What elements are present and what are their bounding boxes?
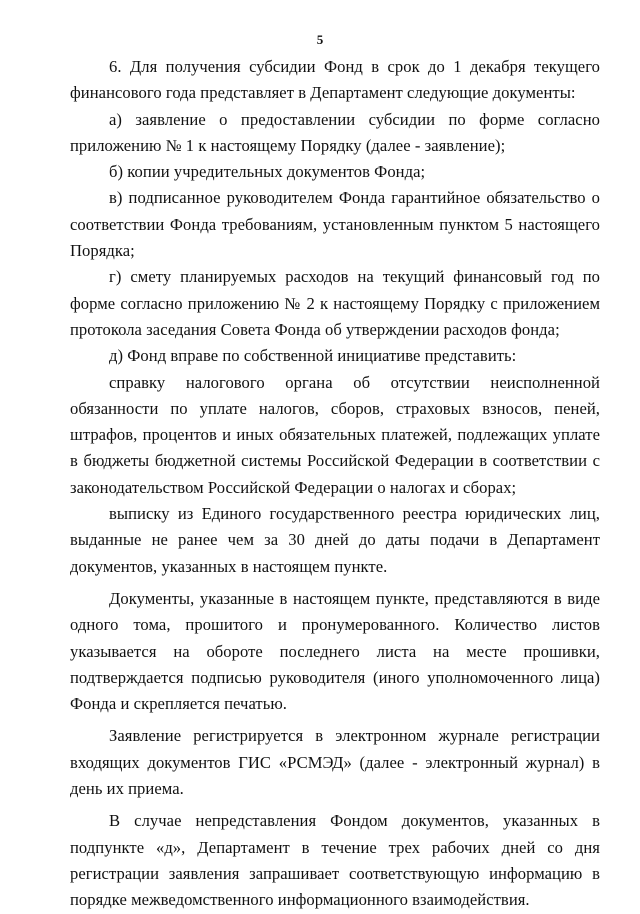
document-body	[70, 54, 600, 914]
paragraph-item-v: в) подписанное руководителем Фонда гарантийное обязательство о соответствии Фонда требованиям, установленным пунктом 5 настоящего Порядка;	[70, 188, 600, 261]
paragraph-registration: Заявление регистрируется в электронном журнале регистрации входящих документов ГИС «РСМЭД» (далее - электронный журнал) в день их приема.	[70, 726, 600, 799]
paragraph-interagency-request: В случае непредставления Фондом документов, указанных в подпункте «д», Департамент в течение трех рабочих дней со дня регистрации заявления запрашивает соответствующую информацию в порядке межведомственного информационного взаимодействия.	[70, 811, 600, 910]
paragraph-6-intro: 6. Для получения субсидии Фонд в срок до 1 декабря текущего финансового года представляет в Департамент следующие документы:	[70, 57, 600, 103]
paragraph-registry-extract: выписку из Единого государственного реестра юридических лиц, выданные не ранее чем за 30 дней до даты подачи в Департамент документов, указанных в настоящем пункте.	[70, 504, 600, 576]
paragraph-item-a: а) заявление о предоставлении субсидии по форме согласно приложению № 1 к настоящему Порядку (далее - заявление);	[70, 109, 600, 155]
paragraph-item-d: д) Фонд вправе по собственной инициативе представить:	[109, 346, 517, 366]
paragraph-tax-certificate: справку налогового органа об отсутствии неисполненной обязанности по уплате налогов, сборов, страховых взносов, пеней, штрафов, процентов и иных обязательных платежей, подлежащих уплате в бюджеты бюджетной системы Российской Федерации в соответствии с законодательством Российской Федерации о налогах и сборах;	[70, 372, 600, 497]
paragraph-document-volume: Документы, указанные в настоящем пункте, представляются в виде одного тома, прошитого и пронумерованного. Количество листов указывается на обороте последнего листа на месте прошивки, подтверждается подписью руководителя (иного уполномоченного лица) Фонда и скрепляется печатью.	[70, 588, 600, 714]
paragraph-item-g: г) смету планируемых расходов на текущий финансовый год по форме согласно приложению № 2 к настоящему Порядку с приложением протокола заседания Совета Фонда об утверждении расходов фонда;	[70, 267, 600, 339]
paragraph-item-b: б) копии учредительных документов Фонда;	[109, 162, 426, 182]
page-number: 5	[316, 32, 324, 47]
